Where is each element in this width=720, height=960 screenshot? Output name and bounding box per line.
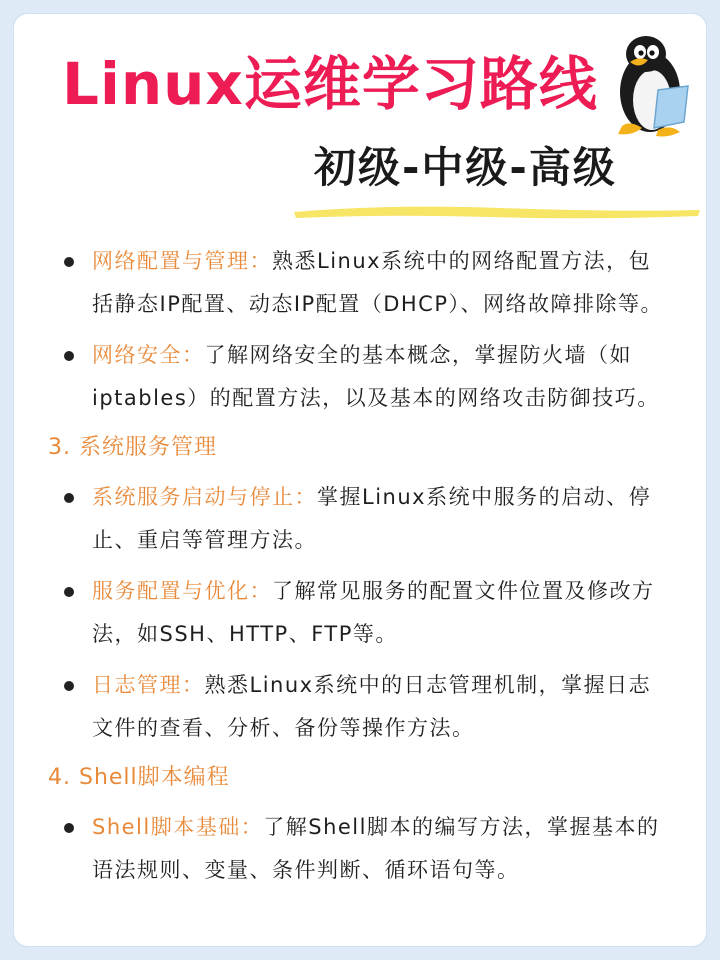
list-item xyxy=(14,240,706,326)
content-body xyxy=(14,240,706,900)
item-keyword: 日志管理： xyxy=(92,673,205,697)
content-card xyxy=(14,14,706,946)
item-text: 了解常见服务的配置文件位置及修改方法，如SSH、HTTP、FTP等。 xyxy=(92,579,655,646)
page-subtitle: 初级-中级-高级 xyxy=(314,143,617,192)
list-item xyxy=(14,806,706,892)
list-item xyxy=(14,476,706,562)
item-keyword: 网络配置与管理： xyxy=(92,249,272,273)
section-heading: 3. 系统服务管理 xyxy=(48,435,217,460)
tux-penguin-icon xyxy=(600,30,696,138)
item-text: 了解Shell脚本的编写方法，掌握基本的语法规则、变量、条件判断、循环语句等。 xyxy=(92,815,660,882)
bullet-dot xyxy=(64,257,74,267)
item-keyword: 网络安全： xyxy=(92,343,205,367)
item-keyword: 服务配置与优化： xyxy=(92,579,272,603)
item-keyword: 系统服务启动与停止： xyxy=(92,485,317,509)
item-text: 熟悉Linux系统中的日志管理机制，掌握日志文件的查看、分析、备份等操作方法。 xyxy=(92,673,652,740)
list-item xyxy=(14,334,706,420)
item-keyword: Shell脚本基础： xyxy=(92,815,264,839)
item-text: 熟悉Linux系统中的网络配置方法，包括静态IP配置、动态IP配置（DHCP）、网络故障排除等。 xyxy=(92,249,663,316)
bullet-dot xyxy=(64,681,74,691)
bullet-dot xyxy=(64,493,74,503)
bullet-dot xyxy=(64,823,74,833)
item-text: 了解网络安全的基本概念，掌握防火墙（如iptables）的配置方法，以及基本的网络攻击防御技巧。 xyxy=(92,343,660,410)
page-title: Linux运维学习路线 xyxy=(62,50,598,118)
highlight-stroke xyxy=(290,200,704,222)
item-text: 掌握Linux系统中服务的启动、停止、重启等管理方法。 xyxy=(92,485,652,552)
bullet-dot xyxy=(64,587,74,597)
list-item xyxy=(14,664,706,750)
section-heading: 4. Shell脚本编程 xyxy=(48,765,230,790)
list-item xyxy=(14,570,706,656)
bullet-dot xyxy=(64,351,74,361)
